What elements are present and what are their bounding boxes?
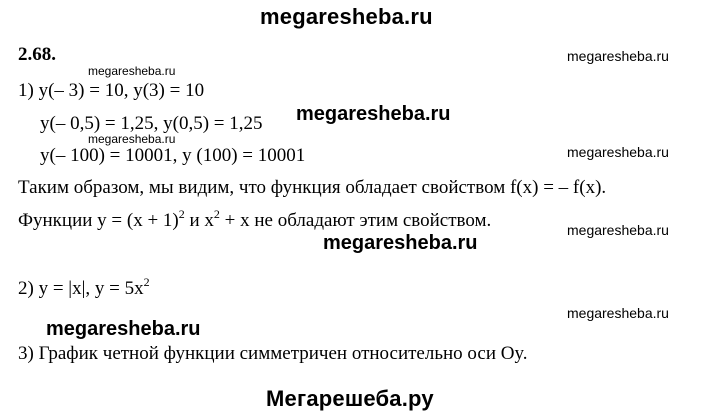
solution-line-4: Таким образом, мы видим, что функция обладает свойством f(x) = – f(x). <box>18 177 607 198</box>
solution-line-5: Функции $y = (x + 1)^2$ и $x^2 + x$ не обладают этим свойством. <box>18 207 492 231</box>
watermark-footer: Мегарешеба.ру <box>266 386 434 411</box>
watermark-mid-1: megaresheba.ru <box>296 103 451 125</box>
watermark-right-3: megaresheba.ru <box>567 222 669 238</box>
watermark-right-4: megaresheba.ru <box>567 305 669 321</box>
watermark-left-big: megaresheba.ru <box>46 318 201 340</box>
watermark-right-2: megaresheba.ru <box>567 144 669 160</box>
watermark-small-1: megaresheba.ru <box>88 64 176 78</box>
watermark-mid-2: megaresheba.ru <box>323 232 478 254</box>
watermark-right-1: megaresheba.ru <box>567 48 669 64</box>
solution-line-2: y(– 0,5) = 1,25, y(0,5) = 1,25 <box>40 113 263 134</box>
solution-line-1: 1) y(– 3) = 10, y(3) = 10 <box>18 80 205 101</box>
solution-part-3: 3) График четной функции симметричен относительно оси Oy. <box>18 343 528 364</box>
watermark-top: megaresheba.ru <box>260 4 433 29</box>
watermark-small-2: megaresheba.ru <box>88 132 176 146</box>
problem-number: 2.68. <box>18 44 56 65</box>
solution-part-2: 2) y = |x|, $y = 5x^2$ <box>18 275 150 299</box>
solution-line-3: y(– 100) = 10001, y (100) = 10001 <box>40 145 306 166</box>
